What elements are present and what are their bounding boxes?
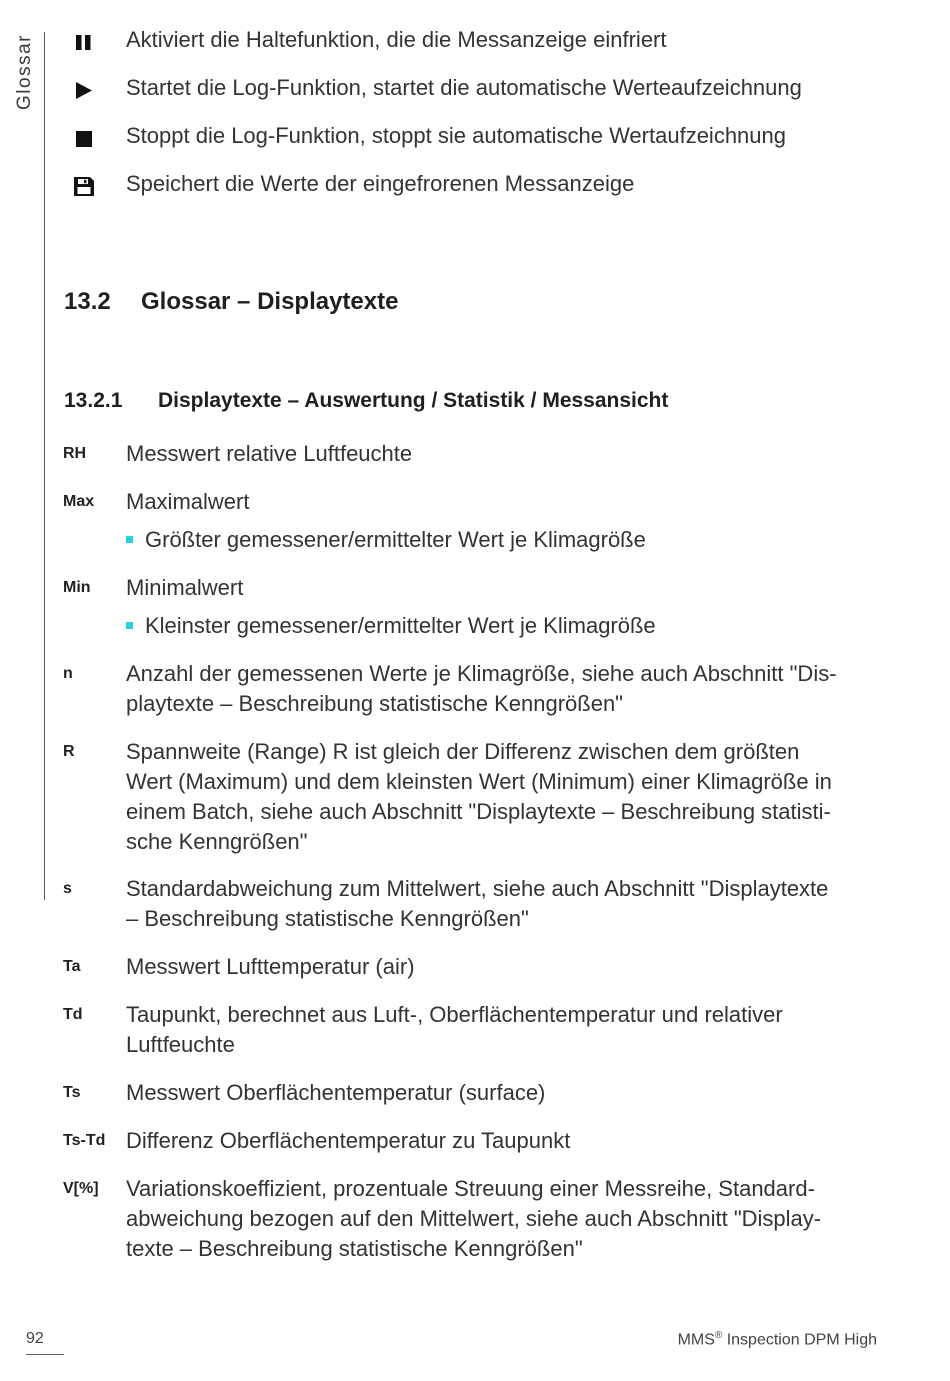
glossary-description: Standardabweichung zum Mittelwert, siehe auch Abschnitt "Displaytexte – Beschreibung statistische Kenngrößen" <box>126 876 829 931</box>
side-section-label: Glossar <box>14 34 35 110</box>
bullet-marker <box>126 622 133 629</box>
icon-legend-row-save <box>0 169 950 205</box>
stop-icon <box>72 126 96 150</box>
glossary-description: Differenz Oberflächentemperatur zu Taupunkt <box>126 1128 571 1153</box>
glossary-term: RH <box>63 445 87 462</box>
subsection-title: Displaytexte – Auswertung / Statistik / Messansicht <box>158 389 669 412</box>
glossary-description: Variationskoeffizient, prozentuale Streuung einer Messreihe, Standard- abweichung bezogen auf den Mittelwert, siehe auch Abschnitt "Display- texte – Beschreibung statistische Kenngrößen" <box>126 1176 822 1261</box>
glossary-term: n <box>63 665 73 682</box>
play-icon <box>72 78 96 102</box>
glossary-term: V[%] <box>63 1180 99 1197</box>
icon-legend-row-stop <box>0 121 950 157</box>
glossary-term: s <box>63 880 72 897</box>
glossary-description: Spannweite (Range) R ist gleich der Differenz zwischen dem größten Wert (Maximum) und dem kleinsten Wert (Minimum) einer Klimagröße in einem Batch, siehe auch Abschnitt "Displaytexte – Beschreibung statisti- sche Kenngrößen" <box>126 739 832 854</box>
glossary-term: Ts-Td <box>63 1132 106 1149</box>
glossary-term: Max <box>63 493 95 510</box>
footer-rule <box>26 1354 64 1355</box>
icon-legend-text: Stoppt die Log-Funktion, stoppt sie automatische Wertaufzeichnung <box>126 123 786 148</box>
pause-icon <box>72 30 96 54</box>
glossary-description: Messwert Lufttemperatur (air) <box>126 954 415 979</box>
section-number: 13.2 <box>64 288 111 315</box>
glossary-bullet: Größter gemessener/ermittelter Wert je Klimagröße <box>126 525 646 555</box>
glossary-bullet: Kleinster gemessener/ermittelter Wert je Klimagröße <box>126 611 656 641</box>
icon-legend-text: Speichert die Werte der eingefrorenen Messanzeige <box>126 171 635 196</box>
subsection-number: 13.2.1 <box>64 389 123 412</box>
section-title: Glossar – Displaytexte <box>141 288 399 315</box>
glossary-term: R <box>63 743 75 760</box>
subsection-heading <box>64 389 668 413</box>
glossary-description: Anzahl der gemessenen Werte je Klimagröße, siehe auch Abschnitt "Dis- playtexte – Beschreibung statistische Kenngrößen" <box>126 661 837 716</box>
icon-legend-text: Aktiviert die Haltefunktion, die die Messanzeige einfriert <box>126 27 667 52</box>
save-icon <box>72 174 96 198</box>
glossary-description: Minimalwert <box>126 575 244 600</box>
section-heading <box>64 288 398 316</box>
page-number: 92 <box>26 1330 44 1347</box>
glossary-term: Td <box>63 1006 83 1023</box>
icon-legend-row-pause <box>0 25 950 61</box>
glossary-description: Taupunkt, berechnet aus Luft-, Oberflächentemperatur und relativer Luftfeuchte <box>126 1002 783 1057</box>
glossary-term: Min <box>63 579 91 596</box>
bullet-marker <box>126 536 133 543</box>
glossary-term: Ts <box>63 1084 81 1101</box>
side-rule <box>44 32 45 900</box>
icon-legend-text: Startet die Log-Funktion, startet die automatische Werteaufzeichnung <box>126 75 802 100</box>
product-name: MMS® Inspection DPM High <box>677 1330 877 1349</box>
glossary-description: Messwert Oberflächentemperatur (surface) <box>126 1080 546 1105</box>
glossary-description: Messwert relative Luftfeuchte <box>126 441 413 466</box>
icon-legend-row-play <box>0 73 950 109</box>
glossary-description: Maximalwert <box>126 489 250 514</box>
glossary-term: Ta <box>63 958 81 975</box>
